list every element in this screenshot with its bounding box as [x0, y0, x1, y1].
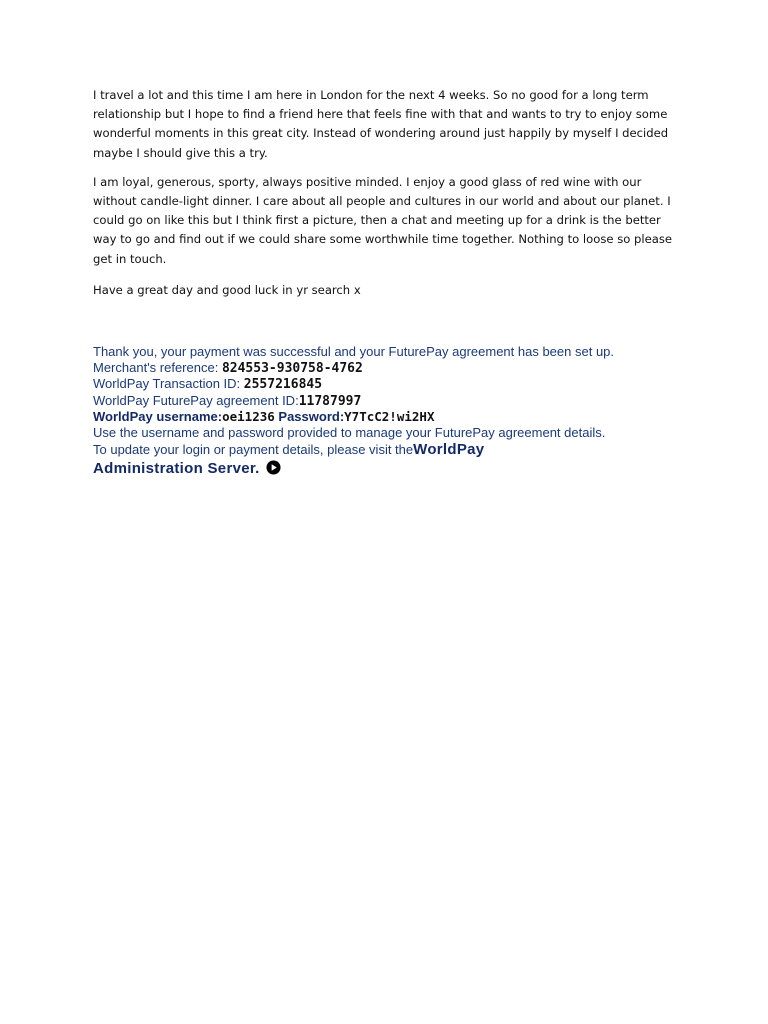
username-value: oei1236 — [222, 409, 275, 424]
merchant-reference-value: 824553-930758-4762 — [221, 360, 363, 376]
agreement-id-label: WorldPay FuturePay agreement ID: — [93, 392, 299, 408]
admin-server-link-part1[interactable]: WorldPay — [413, 441, 485, 458]
transaction-id-label: WorldPay Transaction ID: — [93, 376, 241, 391]
personal-letter — [93, 86, 683, 310]
merchant-reference-row — [93, 360, 693, 377]
username-label: WorldPay username: — [93, 409, 223, 424]
update-text: To update your login or payment details, please visit the — [93, 442, 414, 457]
circle-play-icon[interactable] — [266, 460, 281, 475]
agreement-id-value: 11787997 — [298, 393, 362, 409]
update-instructions — [93, 440, 693, 478]
agreement-id-row — [93, 393, 693, 410]
credentials-row — [93, 409, 693, 425]
password-label: Password: — [278, 409, 345, 424]
password-value: Y7TcC2!wi2HX — [344, 409, 435, 424]
letter-closing: Have a great day and good luck in yr search x — [93, 282, 361, 297]
transaction-id-value: 2557216845 — [243, 377, 323, 392]
confirmation-message: Thank you, your payment was successful and your FuturePay agreement has been set up. — [93, 344, 615, 359]
manage-instructions: Use the username and password provided to manage your FuturePay agreement details. — [93, 424, 606, 440]
admin-server-link-part2[interactable]: Administration Server. — [93, 460, 260, 477]
merchant-reference-label: Merchant's reference: — [93, 359, 219, 375]
letter-paragraph-2: I am loyal, generous, sporty, always positive minded. I enjoy a good glass of red wine with our without candle-light dinner. I care about all people and cultures in our world and about our planet. I could go on like this but I think first a picture, then a chat and meeting up for a drink is the better way to go and find out if we could share some worthwhile time together. Nothing to loose so please get in touch. — [93, 174, 673, 266]
letter-paragraph-1: I travel a lot and this time I am here in London for the next 4 weeks. So no good for a long term relationship but I hope to find a friend here that feels fine with that and wants to try to enjoy some wonderful moments in this great city. Instead of wondering around just happily by myself I decided maybe I should give this a try. — [93, 88, 669, 160]
payment-confirmation — [93, 344, 693, 478]
transaction-id-row — [93, 376, 693, 393]
